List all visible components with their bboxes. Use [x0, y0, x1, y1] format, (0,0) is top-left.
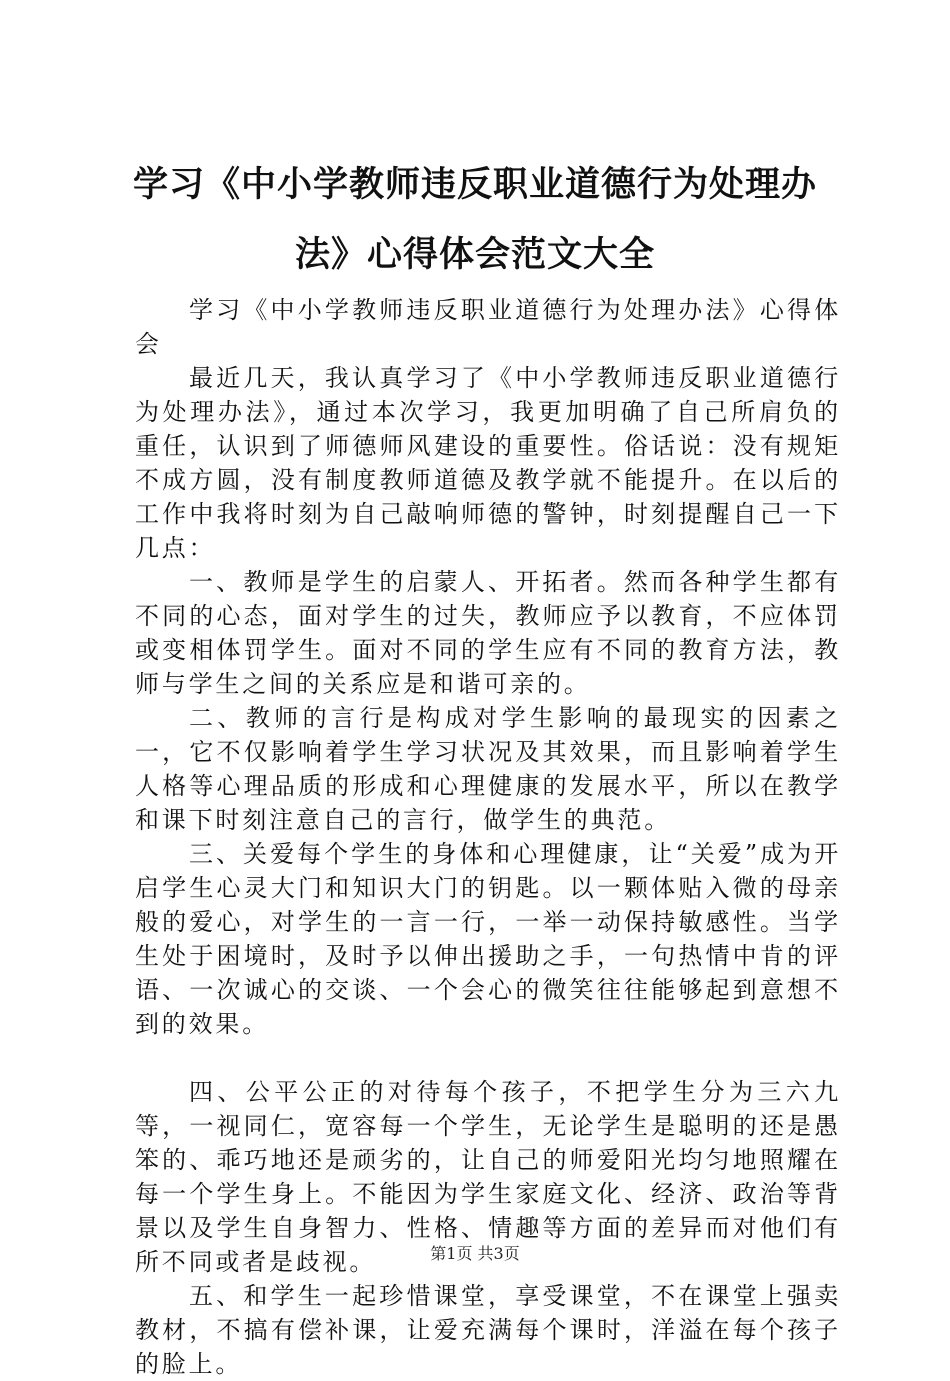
- paragraph-point-1: 一、教师是学生的启蒙人、开拓者。然而各种学生都有不同的心态，面对学生的过失，教师应予以教育，不应体罚或变相体罚学生。面对不同的学生应有不同的教育方法，教师与学生之间的关系应是和谐可亲的。: [135, 568, 841, 698]
- paragraph-point-4: 四、公平公正的对待每个孩子，不把学生分为三六九等，一视同仁，宽容每一个学生，无论学生是聪明的还是愚笨的、乖巧地还是顽劣的，让自己的师爱阳光均匀地照耀在每一个学生身上。不能因为学生家庭文化、经济、政治等背景以及学生自身智力、性格、情趣等方面的差异而对他们有所不同或者是歧视。: [135, 1078, 841, 1276]
- paragraph-point-5: 五、和学生一起珍惜课堂，享受课堂，不在课堂上强卖教材，不搞有偿补课，让爱充满每个课时，洋溢在每个孩子的脸上。: [135, 1282, 841, 1378]
- paragraph-heading: 学习《中小学教师违反职业道德行为处理办法》心得体会: [135, 296, 841, 358]
- document-title: 学习《中小学教师违反职业道德行为处理办法》心得体会范文大全: [132, 165, 817, 275]
- document-body: [135, 293, 841, 1381]
- page-number-footer: 第1页 共3页: [430, 1244, 520, 1263]
- paragraph-point-3: 三、关爱每个学生的身体和心理健康，让“关爱”成为开启学生心灵大门和知识大门的钥匙。以一颗体贴入微的母亲般的爱心，对学生的一言一行，一举一动保持敏感性。当学生处于困境时，及时予以伸出援助之手，一句热情中肯的评语、一次诚心的交谈、一个会心的微笑往往能够起到意想不到的效果。: [135, 840, 841, 1038]
- paragraph-point-2: 二、教师的言行是构成对学生影响的最现实的因素之一，它不仅影响着学生学习状况及其效果，而且影响着学生人格等心理品质的形成和心理健康的发展水平，所以在教学和课下时刻注意自己的言行，做学生的典范。: [135, 704, 841, 834]
- paragraph-intro: 最近几天，我认真学习了《中小学教师违反职业道德行为处理办法》，通过本次学习，我更加明确了自己所肩负的重任，认识到了师德师风建设的重要性。俗话说：没有规矩不成方圆，没有制度教师道德及教学就不能提升。在以后的工作中我将时刻为自己敲响师德的警钟，时刻提醒自己一下几点：: [135, 364, 841, 562]
